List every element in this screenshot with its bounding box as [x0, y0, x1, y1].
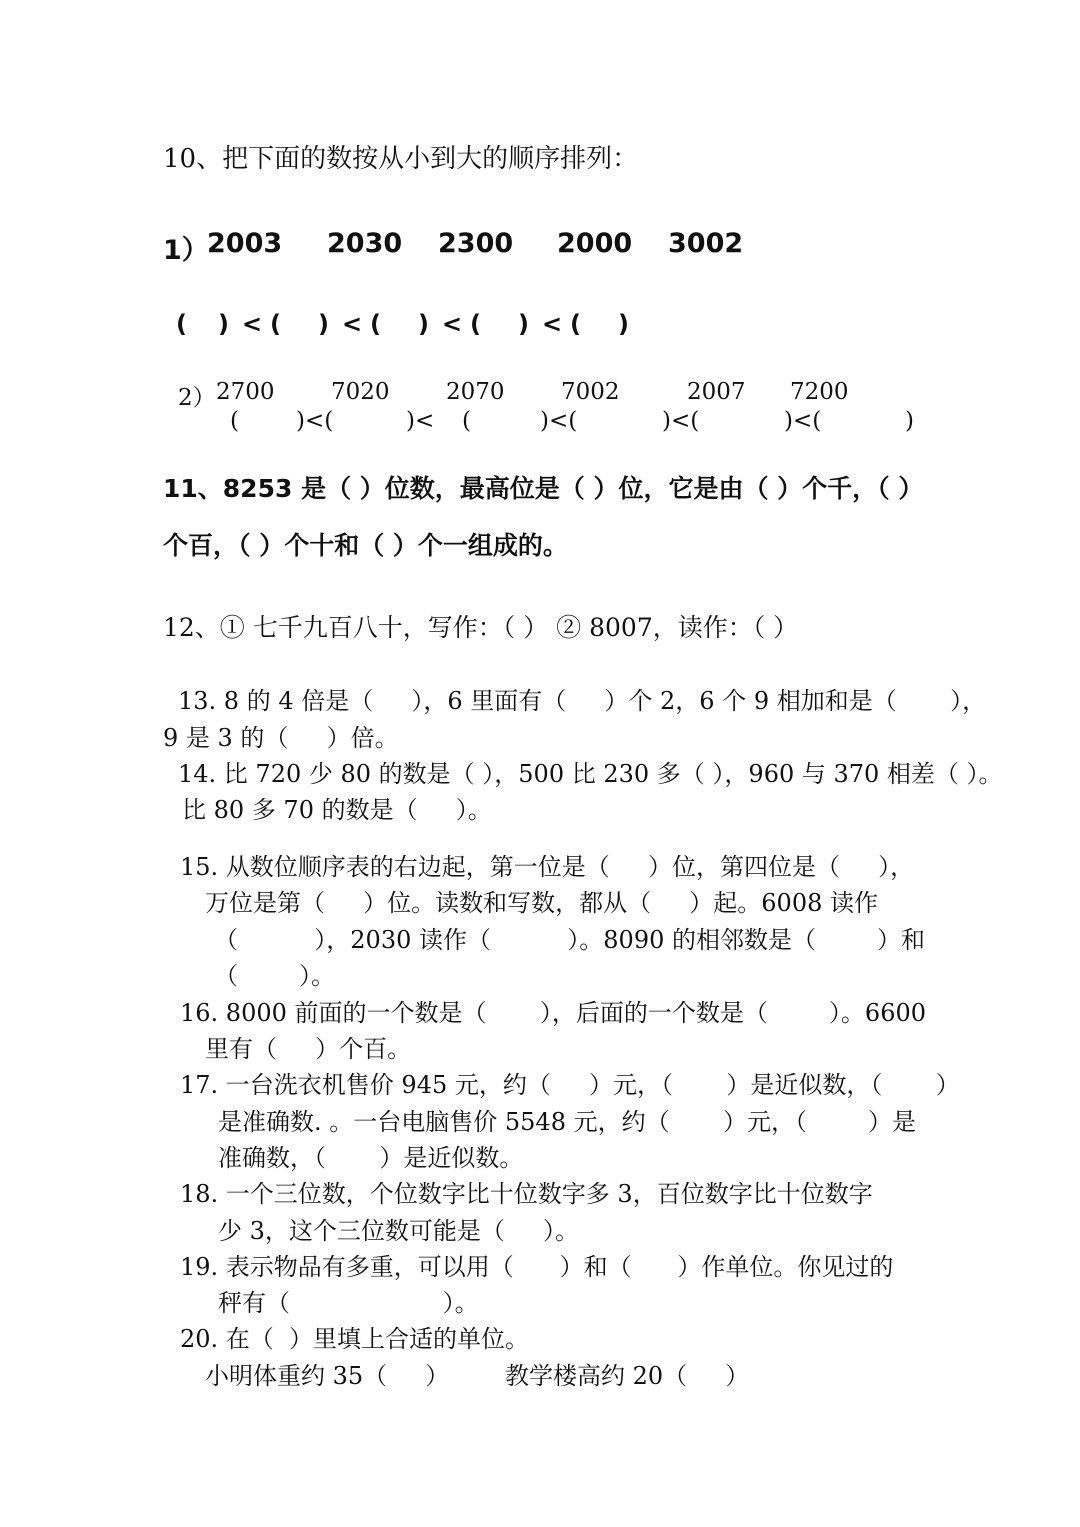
q10-part1-less-than: <	[342, 310, 363, 338]
q10-part1-paren: )	[518, 310, 529, 338]
q15-line3: （ ），2030 读作（ ）。8090 的相邻数是（ ）和	[214, 926, 926, 954]
q10-part1-paren: (	[270, 310, 281, 338]
q10-part2-number: 2070	[446, 379, 505, 405]
q10-part2-separator: )<(	[540, 408, 578, 434]
q20-line1: 20. 在（ ）里填上合适的单位。	[180, 1325, 530, 1353]
q10-part1-paren: (	[470, 310, 481, 338]
q10-part2-paren: (	[230, 408, 239, 434]
q10-part1-paren: )	[618, 310, 629, 338]
q10-part2-separator: )<(	[784, 408, 822, 434]
q10-part1-number: 2030	[327, 228, 403, 259]
q10-part2-separator: )<	[406, 408, 435, 434]
q20-right: 教学楼高约 20（ ）	[505, 1362, 750, 1390]
q18-line1: 18. 一个三位数，个位数字比十位数字多 3，百位数字比十位数字	[180, 1180, 873, 1208]
q17-line3: 准确数，（ ）是近似数。	[218, 1144, 524, 1172]
q13-line1: 13. 8 的 4 倍是（ ），6 里面有（ ）个 2，6 个 9 相加和是（ ），	[178, 687, 987, 715]
q11-line1: 11、8253 是（ ）位数，最高位是（ ）位，它是由（ ）个千，（ ）	[163, 474, 924, 503]
q10-part2-number: 2700	[216, 379, 275, 405]
q10-part2-number: 7200	[790, 379, 849, 405]
q10-part2-separator: )<(	[296, 408, 334, 434]
q10-part1-paren: )	[318, 310, 329, 338]
q10-part1-number: 2000	[557, 228, 633, 259]
q15-line1: 15. 从数位顺序表的右边起，第一位是（ ）位，第四位是（ ），	[180, 853, 915, 881]
q10-part1-number: 2003	[207, 228, 283, 259]
q10-part1-paren: )	[218, 310, 229, 338]
q10-part1-paren: (	[570, 310, 581, 338]
q10-part1-less-than: <	[542, 310, 563, 338]
q10-part2-paren: )	[905, 408, 914, 434]
q15-line4: （ ）。	[214, 962, 336, 990]
q13-line2: 9 是 3 的（ ）倍。	[163, 724, 399, 752]
q20-left: 小明体重约 35（ ）	[205, 1362, 450, 1390]
q10-part1-number: 2300	[438, 228, 514, 259]
q10-part1-number: 3002	[668, 228, 744, 259]
q16-line1: 16. 8000 前面的一个数是（ ），后面的一个数是（ ）。6600	[180, 999, 927, 1027]
q11-line2: 个百，（ ）个十和（ ）个一组成的。	[163, 531, 568, 560]
q17-line2: 是准确数. 。一台电脑售价 5548 元，约（ ）元，（ ）是	[218, 1108, 917, 1136]
q17-line1: 17. 一台洗衣机售价 945 元，约（ ）元，（ ）是近似数，（ ）	[180, 1071, 960, 1099]
q10-part1-paren: )	[418, 310, 429, 338]
q16-line2: 里有（ ）个百。	[205, 1035, 412, 1063]
q10-part2-label: 2）	[178, 385, 216, 411]
q15-line2: 万位是第（ ）位。读数和写数，都从（ ）起。6008 读作	[205, 889, 878, 917]
q14-line2: 比 80 多 70 的数是（ ）。	[182, 796, 492, 824]
q10-part2-number: 2007	[687, 379, 746, 405]
q19-line1: 19. 表示物品有多重，可以用（ ）和（ ）作单位。你见过的	[180, 1253, 894, 1281]
q10-part1-less-than: <	[442, 310, 463, 338]
q10-part2-number: 7020	[331, 379, 390, 405]
q14-line1: 14. 比 720 少 80 的数是（ ），500 比 230 多（ ），960 与 370 相差（ ）。	[178, 760, 1003, 788]
q10-part2-number: 7002	[561, 379, 620, 405]
q10-part2-separator: )<(	[662, 408, 700, 434]
q12-line1: 12、① 七千九百八十，写作：（ ） ② 8007，读作：（ ）	[163, 613, 799, 642]
q10-part1-less-than: <	[242, 310, 263, 338]
q10-part1-label: 1）	[163, 235, 209, 266]
q10-part2-paren: (	[462, 408, 471, 434]
q10-part1-paren: (	[370, 310, 381, 338]
q19-line2: 秤有（ ）。	[218, 1289, 479, 1317]
q18-line2: 少 3，这个三位数可能是（ ）。	[218, 1217, 580, 1245]
q10-title: 10、把下面的数按从小到大的顺序排列：	[163, 144, 639, 174]
q10-part1-paren: (	[176, 310, 187, 338]
